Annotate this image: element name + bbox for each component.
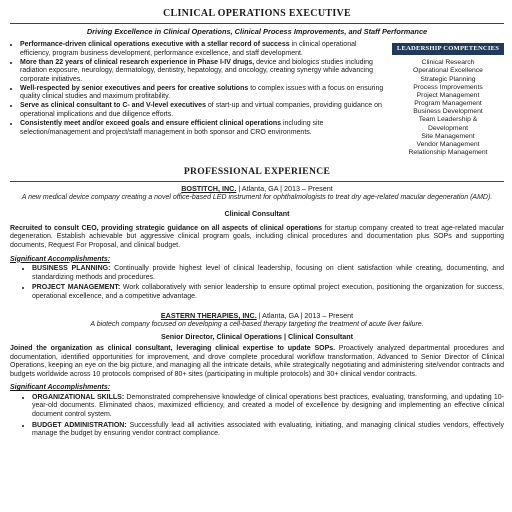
competency-item: Clinical Research: [421, 59, 475, 67]
job-role: Clinical Consultant: [224, 209, 290, 219]
summary-item-text: device and biologics studies including radiation exposure, neurology, dermatology, dentistry, hepatology, and oncology, creating synergy while advancing corporate initiatives.: [20, 58, 374, 83]
competency-item: Business Development: [413, 108, 483, 116]
accomplishment-text: Demonstrated comprehensive knowledge of clinical operations best practices, evaluating, transforming, and updating 10-year-old documents. Eliminated chaos, maximized efficiency, and created a model of excellence by designing and implementing an effective clinical document control system.: [32, 393, 504, 418]
accomplishment-text: Continually provide highest level of clinical leadership, focusing on client satisfaction while creating, documenting, and standardizing methods and procedures.: [32, 265, 504, 281]
accomplishment-key: PROJECT MANAGEMENT:: [32, 284, 121, 292]
summary-item: [20, 120, 384, 137]
accomplishments-list: [10, 265, 504, 301]
job-summary: [10, 225, 504, 251]
competency-item: Program Management: [414, 100, 482, 108]
summary-item-lead: More than 22 years of clinical research experience in Phase I-IV drugs,: [20, 58, 255, 66]
summary-item-text: in clinical operational efficiency, program business development, performance excellence, and staff development.: [20, 41, 357, 57]
competency-item: Site Management: [421, 132, 475, 140]
job-summary-text: Proactively analyzed departmental procedures and documentation, identified opportunities for improvement, and drove complete procedural workflow transformation. Advanced to Senior Director of Clinical Operations, keeping an eye on the big picture, and managing all the intricate details, while strategically negotiating and administering site/vendor contracts and budgets worldwide across 10 protocols comprised of 80+ sites (participating in multiple protocols) and 30+ clinical vendor contracts.: [10, 345, 504, 378]
experience-heading: PROFESSIONAL EXPERIENCE: [183, 166, 331, 178]
job-summary-lead: Recruited to consult CEO, providing strategic guidance on all aspects of clinical operations: [10, 224, 322, 232]
accomplishment-text: Work collaboratively with senior leadership to ensure optimal project execution, positioning the organization for success, operational excellence, and a competitive advantage.: [32, 284, 504, 300]
accomplishments-label: Significant Accomplishments:: [10, 255, 111, 263]
summary-item: [20, 41, 384, 58]
company-description: A new medical device company creating a novel office-based LED instrument for ophthalmologists to treat dry age-related macular degeneration (AMD).: [21, 193, 493, 201]
spacer: [10, 303, 504, 309]
competency-item: Relationship Management: [408, 148, 488, 156]
summary-item-text: to complex issues with a focus on ensuring quality clinical studies and maximum profitability.: [20, 84, 384, 101]
competency-item: Process Improvements: [413, 83, 483, 91]
accomplishments-list: [10, 394, 504, 439]
job-meta: | Atlanta, GA | 2013 – Present: [256, 311, 354, 321]
accomplishment-text: Successfully lead all activities associated with evaluating, initiating, and managing clinical studies vendors, effectively manage the budget by ensuring vendor contract compliance.: [32, 421, 504, 438]
summary-item: [20, 102, 384, 119]
summary-item: [20, 59, 384, 85]
competency-item: Team Leadership &: [418, 116, 478, 124]
summary-item-lead: Consistently meet and/or exceed goals and ensure efficient clinical operations: [20, 120, 282, 127]
competency-item: Vendor Management: [416, 140, 480, 148]
accomplishment-item: [32, 265, 504, 282]
summary-section: [10, 41, 504, 157]
accomplishment-item: [32, 284, 504, 301]
job-meta: | Atlanta, GA | 2013 – Present: [236, 183, 333, 193]
resume-title: CLINICAL OPERATIONS EXECUTIVE: [163, 8, 351, 19]
accomplishment-item: [32, 394, 504, 420]
job-summary-text: for startup company created to treat age-related macular degeneration. Establish achievable but aggressive clinical program goals, including clinical procedures and documentation plus SOPs and supporting documents, Request For Proposal, and clinical budget.: [10, 224, 504, 249]
job-summary: [10, 345, 504, 379]
resume-page: [10, 8, 504, 512]
competency-item: Strategic Planning: [420, 75, 476, 83]
job-role: Senior Director, Clinical Operations | Clinical Consultant: [160, 332, 354, 342]
summary-item: [20, 85, 384, 102]
job-header: [10, 185, 504, 194]
job-header: [10, 312, 504, 321]
competencies-heading: LEADERSHIP COMPETENCIES: [392, 43, 504, 55]
summary-item-text: of start-up and virtual companies, providing guidance on operational implications and due diligence efforts.: [20, 102, 382, 118]
accomplishment-key: BUDGET ADMINISTRATION:: [32, 421, 127, 429]
company-name: BOSTITCH, INC.: [181, 183, 237, 193]
summary-item-lead: Performance-driven clinical operations executive with a stellar record of success: [20, 41, 290, 49]
accomplishment-item: [32, 422, 504, 439]
summary-item-lead: Well-respected by senior executives and peers for creative solutions: [20, 84, 249, 92]
competencies-box: [392, 43, 504, 157]
experience-divider: [10, 181, 504, 182]
competency-item: Project Management: [416, 91, 480, 99]
company-description: A biotech company focused on developing a cell-based therapy targeting the treatment of acute liver failure.: [90, 320, 424, 328]
company-name: EASTERN THERAPIES, INC.: [160, 311, 257, 321]
summary-list: [10, 41, 384, 157]
resume-tagline: Driving Excellence in Clinical Operations, Clinical Process Improvements, and Staff Performance: [86, 27, 428, 37]
title-divider: [10, 23, 504, 24]
competency-item: Operational Excellence: [413, 67, 483, 75]
accomplishments-label: Significant Accomplishments:: [10, 384, 111, 392]
summary-item-text: including site selection/management and project/staff management in both sponsor and CRO environments.: [20, 120, 324, 136]
summary-item-lead: Serve as clinical consultant to C- and V-level executives: [20, 102, 206, 110]
accomplishment-key: BUSINESS PLANNING:: [32, 265, 111, 273]
accomplishment-key: ORGANIZATIONAL SKILLS:: [32, 393, 125, 401]
competency-item: Development: [427, 124, 469, 132]
job-summary-lead: Joined the organization as clinical consultant, leveraging clinical expertise to update SOPs.: [10, 345, 336, 353]
